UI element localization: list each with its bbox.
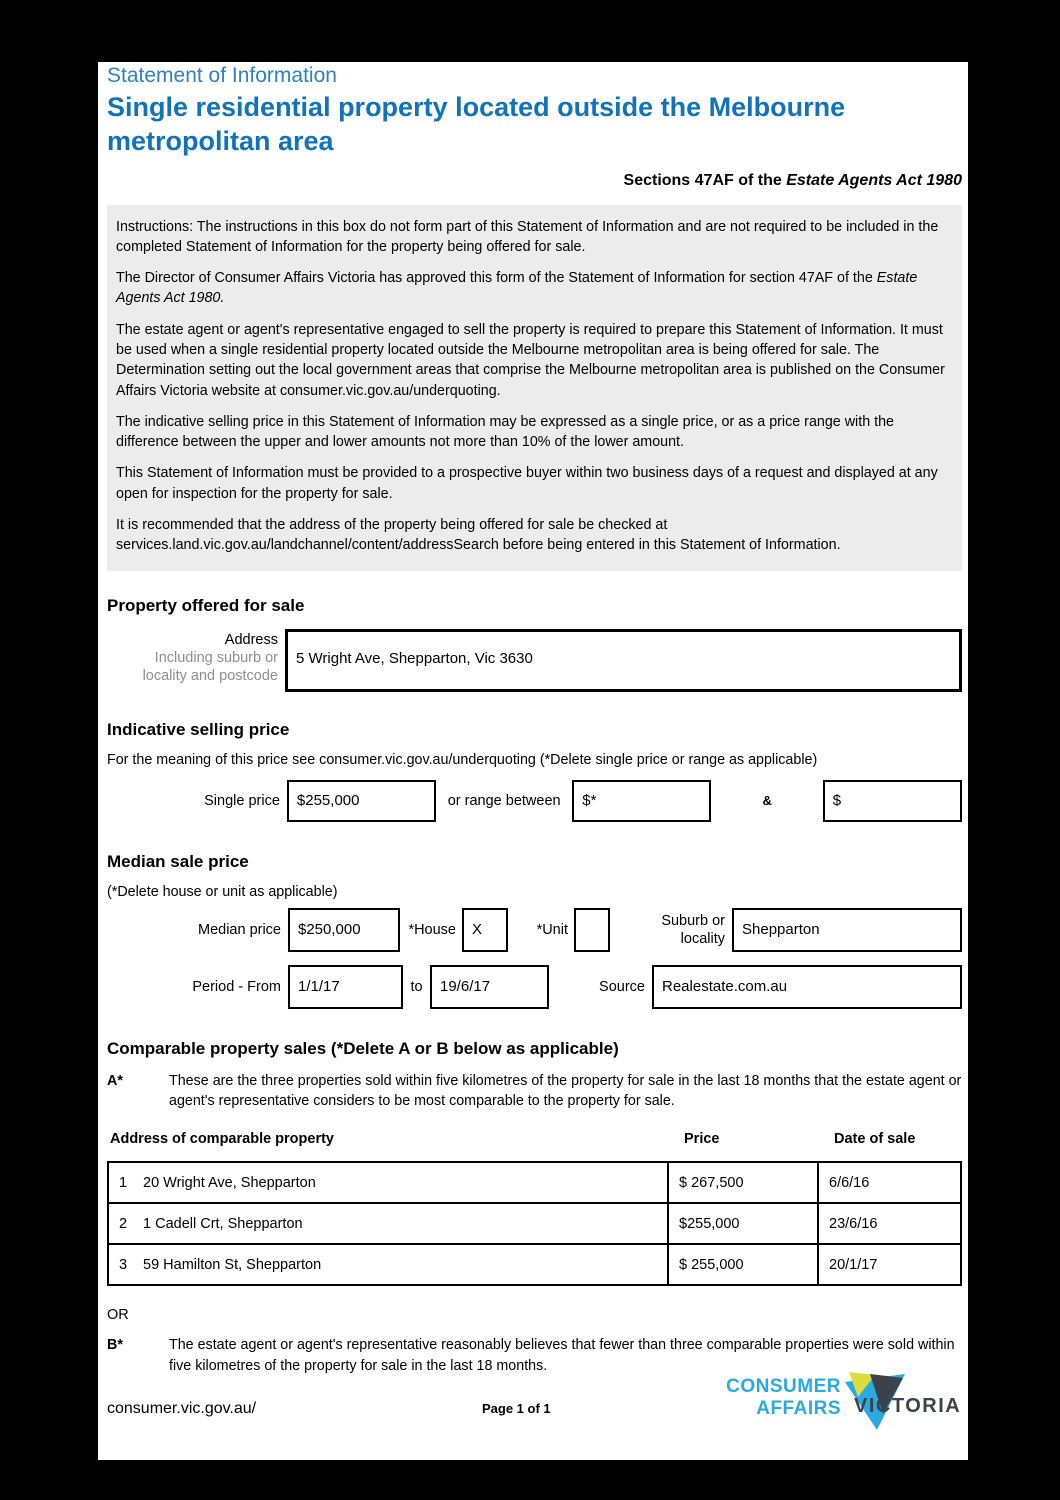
single-price-field[interactable]: $255,000 [287, 780, 436, 822]
option-b-marker: B* [107, 1337, 123, 1354]
comparable-sales-heading: Comparable property sales (*Delete A or B below as applicable) [107, 1038, 619, 1058]
address-value: 20 Wright Ave, Shepparton [143, 1174, 316, 1191]
column-header-address: Address of comparable property [110, 1131, 334, 1148]
table-row [108, 1203, 961, 1244]
instructions-paragraph-6: It is recommended that the address of the property being offered for sale be checked at services.land.vic.gov.au/landchannel/content/addressSearch before being entered in this Statement of Information. [116, 517, 841, 554]
indicative-price-hint: For the meaning of this price see consumer.vic.gov.au/underquoting (*Delete single price or range as applicable) [107, 751, 818, 768]
victoria-wordmark: VICTORIA [854, 1395, 962, 1417]
cell-date-3: 20/1/17 [818, 1244, 961, 1285]
instructions-paragraph-5: This Statement of Information must be provided to a prospective buyer within two business days of a request and displayed at any open for inspection for the property for sale. [116, 465, 938, 502]
indicative-price-heading: Indicative selling price [107, 719, 290, 739]
median-period-row [107, 965, 962, 1009]
property-section-heading: Property offered for sale [107, 595, 305, 615]
address-label [107, 629, 285, 692]
range-high-field[interactable]: $ [823, 780, 962, 822]
instructions-paragraph-3: The estate agent or agent's representative engaged to sell the property is required to prepare this Statement of Information. It must be used when a single residential property located outside the Melbourne metropolitan area is being offered for sale. The Determination setting out the local government areas that comprise the Melbourne metropolitan area is published on the Consumer Affairs Victoria website at consumer.vic.gov.au/underquoting. [116, 321, 945, 399]
or-label: OR [107, 1307, 129, 1324]
document-page [98, 62, 968, 1460]
instructions-paragraph-2-text: The Director of Consumer Affairs Victoria has approved this form of the Statement of Information for section 47AF of the [116, 270, 877, 287]
indicative-price-row [107, 780, 962, 822]
house-checkbox[interactable]: X [462, 908, 508, 952]
address-value: 59 Hamilton St, Shepparton [143, 1256, 322, 1273]
instructions-box [107, 205, 962, 571]
section-reference [107, 172, 962, 190]
ampersand-label: & [762, 793, 772, 809]
row-number: 1 [119, 1174, 128, 1191]
period-from-label: Period - From [192, 978, 281, 995]
source-field[interactable]: Realestate.com.au [652, 965, 962, 1009]
address-label-main: Address [224, 631, 278, 648]
address-field[interactable]: 5 Wright Ave, Shepparton, Vic 3630 [285, 629, 962, 692]
address-value: 1 Cadell Crt, Shepparton [143, 1215, 303, 1232]
median-price-field[interactable]: $250,000 [288, 908, 400, 952]
suburb-label [610, 912, 732, 948]
section-reference-prefix: Sections 47AF of the [623, 171, 787, 189]
range-low-field[interactable]: $* [572, 780, 711, 822]
cell-date-1: 6/6/16 [818, 1162, 961, 1203]
page-title: Single residential property located outside the Melbourne metropolitan area [107, 92, 846, 156]
table-header-row [108, 1125, 961, 1162]
cell-address-3 [108, 1244, 668, 1285]
cell-price-2: $255,000 [668, 1203, 818, 1244]
option-a-paragraph [107, 1071, 962, 1112]
range-between-label: or range between [447, 792, 561, 809]
cell-price-1: $ 267,500 [668, 1162, 818, 1203]
cav-logo-line1: CONSUMER [726, 1376, 841, 1397]
address-label-sub: Including suburb or locality and postcode [142, 649, 278, 684]
suburb-label-text: Suburb or locality [661, 912, 725, 947]
instructions-paragraph-4: The indicative selling price in this Statement of Information may be expressed as a single price, or as a price range with the difference between the upper and lower amounts not more than 10% of the lower amount. [116, 413, 894, 451]
unit-checkbox[interactable] [574, 908, 610, 952]
option-a-marker: A* [107, 1072, 123, 1089]
option-b-text: The estate agent or agent's representative reasonably believes that fewer than three comparable properties were sold within five kilometres of the property for sale in the last 18 months. [169, 1337, 955, 1374]
instructions-paragraph-2-act: Estate Agents Act 1980. [116, 270, 918, 307]
cell-date-2: 23/6/16 [818, 1203, 961, 1244]
instructions-paragraph-2 [116, 268, 952, 309]
row-number: 3 [119, 1256, 128, 1273]
column-header-date: Date of sale [834, 1131, 916, 1148]
column-header-price: Price [684, 1131, 720, 1148]
option-a-text: These are the three properties sold within five kilometres of the property for sale in the last 18 months that the estate agent or agent's representative considers to be most comparable to the property for sale. [169, 1072, 962, 1109]
period-to-field[interactable]: 19/6/17 [430, 965, 549, 1009]
table-row [108, 1244, 961, 1285]
house-label: *House [408, 921, 456, 938]
cell-address-2 [108, 1203, 668, 1244]
row-number: 2 [119, 1215, 128, 1232]
table-row [108, 1162, 961, 1203]
median-price-note: (*Delete house or unit as applicable) [107, 883, 338, 900]
footer-url: consumer.vic.gov.au/ [107, 1400, 257, 1417]
cav-logo [726, 1370, 963, 1436]
median-price-heading: Median sale price [107, 851, 249, 871]
victoria-logo-mark [841, 1370, 963, 1436]
median-price-row [107, 908, 962, 952]
footer-page-number: Page 1 of 1 [482, 1401, 551, 1416]
suburb-field[interactable]: Shepparton [732, 908, 962, 952]
instructions-paragraph-1: Instructions: The instructions in this box do not form part of this Statement of Information and are not required to be included in the completed Statement of Information for the property being offered for sale. [116, 218, 939, 255]
act-name: Estate Agents Act 1980 [786, 171, 962, 189]
median-price-label: Median price [197, 921, 281, 938]
document-eyebrow: Statement of Information [107, 64, 337, 87]
cav-logo-line2: AFFAIRS [756, 1397, 841, 1419]
comparable-sales-table [107, 1125, 962, 1286]
address-row [107, 629, 962, 692]
period-from-field[interactable]: 1/1/17 [288, 965, 403, 1009]
cell-address-1 [108, 1162, 668, 1203]
source-label: Source [599, 978, 645, 995]
unit-label: *Unit [536, 921, 568, 938]
single-price-label: Single price [204, 792, 280, 809]
cav-logo-text [726, 1370, 841, 1436]
period-to-label: to [410, 978, 423, 995]
cell-price-3: $ 255,000 [668, 1244, 818, 1285]
